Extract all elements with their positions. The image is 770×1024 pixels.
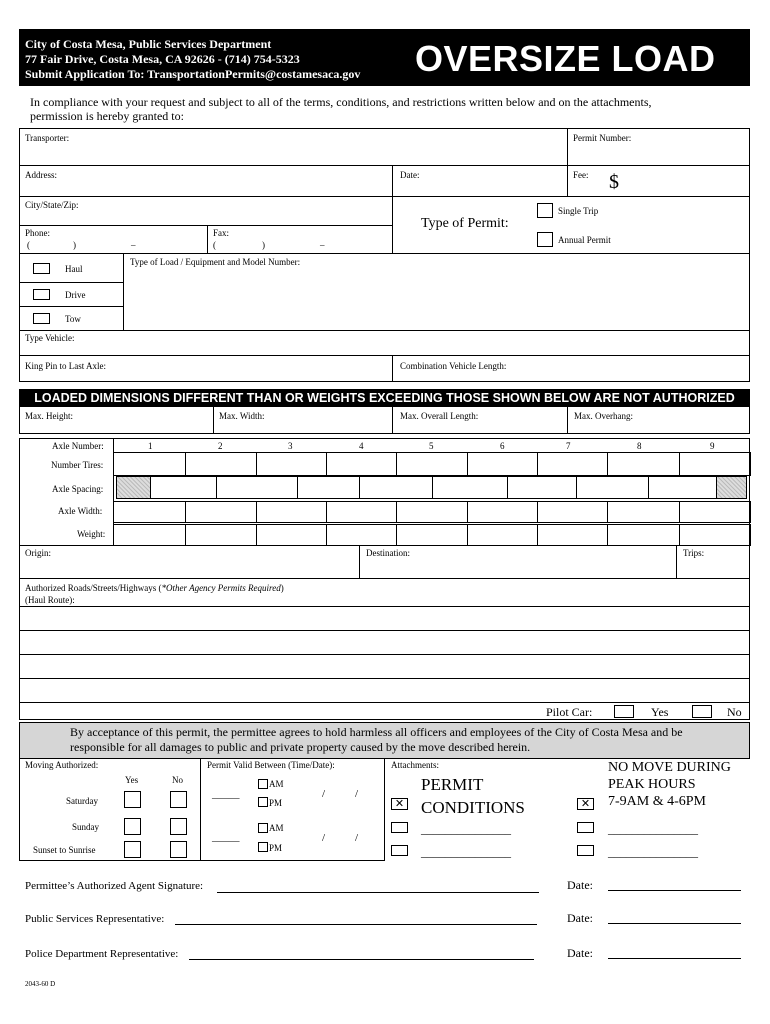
saturday-yes-checkbox[interactable] bbox=[124, 791, 141, 808]
pilot-no-checkbox[interactable] bbox=[692, 705, 712, 718]
single-trip-label: Single Trip bbox=[558, 206, 599, 216]
axle-number-1: 1 bbox=[148, 441, 153, 451]
axle-number-6: 6 bbox=[500, 441, 505, 451]
permit-valid-label: Permit Valid Between (Time/Date): bbox=[207, 760, 335, 770]
date-slash-1a: / bbox=[322, 788, 326, 800]
number-tires-label: Number Tires: bbox=[51, 460, 104, 470]
type-of-load-input[interactable] bbox=[124, 268, 749, 329]
axle-spacing-cell[interactable] bbox=[648, 476, 717, 499]
moving-yes-label: Yes bbox=[125, 775, 139, 785]
sunday-label: Sunday bbox=[72, 822, 99, 832]
pm-label-1: PM bbox=[269, 798, 283, 808]
permit-attachment-line1: PERMIT bbox=[421, 775, 484, 794]
pilot-car-label: Pilot Car: bbox=[546, 705, 593, 719]
axle-spacing-cell[interactable] bbox=[216, 476, 298, 499]
weight-cell[interactable] bbox=[113, 524, 186, 546]
sunset-label: Sunset to Sunrise bbox=[33, 845, 96, 855]
axle-spacing-label: Axle Spacing: bbox=[52, 484, 104, 494]
authorized-roads-label bbox=[25, 583, 284, 593]
type-vehicle-input[interactable] bbox=[80, 332, 748, 354]
axle-number-2: 2 bbox=[218, 441, 223, 451]
weight-cell[interactable] bbox=[607, 524, 680, 546]
max-overhang-input[interactable] bbox=[645, 409, 747, 432]
number-tires-cell[interactable] bbox=[326, 452, 397, 476]
pilot-yes-checkbox[interactable] bbox=[614, 705, 634, 718]
haul-route-line-1[interactable] bbox=[20, 607, 749, 629]
drive-label: Drive bbox=[65, 290, 86, 300]
form-number: 2043-60 D bbox=[25, 980, 56, 988]
destination-label: Destination: bbox=[366, 548, 410, 558]
axle-number-3: 3 bbox=[288, 441, 293, 451]
phone-dash: – bbox=[131, 240, 136, 250]
attachment-checkbox-2[interactable] bbox=[391, 822, 408, 833]
axle-spacing-cell[interactable] bbox=[359, 476, 433, 499]
peak-hours-checkbox[interactable]: ✕ bbox=[577, 798, 594, 810]
type-vehicle-label: Type Vehicle: bbox=[25, 333, 75, 343]
tow-label: Tow bbox=[65, 314, 81, 324]
header-address: 77 Fair Drive, Costa Mesa, CA 92626 - (714) 754-5323 bbox=[25, 52, 300, 66]
origin-input[interactable] bbox=[20, 559, 358, 578]
haul-route-line-2[interactable] bbox=[20, 631, 749, 653]
tow-checkbox[interactable] bbox=[33, 313, 50, 324]
axle-width-cell[interactable] bbox=[607, 501, 680, 523]
king-pin-label: King Pin to Last Axle: bbox=[25, 361, 106, 371]
number-tires-cell[interactable] bbox=[607, 452, 680, 476]
axle-width-cell[interactable] bbox=[326, 501, 397, 523]
max-overall-length-input[interactable] bbox=[490, 409, 564, 432]
axle-number-label: Axle Number: bbox=[52, 441, 104, 451]
agent-signature-label: Permittee’s Authorized Agent Signature: bbox=[25, 880, 204, 892]
transporter-label: Transporter: bbox=[25, 133, 70, 143]
peak-checkbox-3[interactable] bbox=[577, 845, 594, 856]
acceptance-line1: By acceptance of this permit, the permittee agrees to hold harmless all officers and employees of the City of Costa Mesa and be bbox=[70, 725, 683, 739]
axle-width-cell[interactable] bbox=[113, 501, 186, 523]
fax-paren-close: ) bbox=[262, 240, 265, 250]
phone-label: Phone: bbox=[25, 228, 51, 238]
authorized-roads-text: Authorized Roads/Streets/Highways ( bbox=[25, 583, 162, 593]
city-state-zip-label: City/State/Zip: bbox=[25, 200, 79, 210]
police-label: Police Department Representative: bbox=[25, 948, 179, 960]
axle-number-7: 7 bbox=[566, 441, 571, 451]
date-slash-2b: / bbox=[355, 832, 359, 844]
axle-spacing-cell bbox=[716, 476, 747, 499]
trips-input[interactable] bbox=[677, 559, 749, 578]
moving-no-label: No bbox=[172, 775, 183, 785]
axle-spacing-cell bbox=[116, 476, 151, 499]
axle-width-cell[interactable] bbox=[679, 501, 751, 523]
attachment-blank-3[interactable]: _______________ bbox=[421, 845, 511, 859]
weight-cell[interactable] bbox=[326, 524, 397, 546]
type-of-load-label: Type of Load / Equipment and Model Number: bbox=[130, 257, 301, 267]
date-input[interactable] bbox=[393, 181, 566, 195]
max-width-input[interactable] bbox=[275, 409, 389, 432]
city-state-zip-input[interactable] bbox=[20, 210, 391, 224]
no-move-line3: 7-9AM & 4-6PM bbox=[608, 794, 707, 809]
axle-width-cell[interactable] bbox=[185, 501, 257, 523]
valid-time-2[interactable]: _____ bbox=[212, 831, 240, 843]
weight-cell[interactable] bbox=[679, 524, 751, 546]
max-width-label: Max. Width: bbox=[219, 411, 265, 421]
peak-blank-2[interactable]: _______________ bbox=[608, 822, 698, 836]
sunday-no-checkbox[interactable] bbox=[170, 818, 187, 835]
weight-cell[interactable] bbox=[467, 524, 538, 546]
combination-length-label: Combination Vehicle Length: bbox=[400, 361, 507, 371]
date-label: Date: bbox=[400, 170, 420, 180]
weight-cell[interactable] bbox=[537, 524, 608, 546]
header-dept: City of Costa Mesa, Public Services Department bbox=[25, 37, 272, 51]
max-height-label: Max. Height: bbox=[25, 411, 73, 421]
number-tires-cell[interactable] bbox=[185, 452, 257, 476]
haul-label: Haul bbox=[65, 264, 83, 274]
fax-dash: – bbox=[320, 240, 325, 250]
am-checkbox-2[interactable] bbox=[258, 823, 268, 833]
fee-symbol: $ bbox=[609, 171, 619, 193]
weight-cell[interactable] bbox=[256, 524, 327, 546]
date-slash-1b: / bbox=[355, 788, 359, 800]
number-tires-cell[interactable] bbox=[113, 452, 186, 476]
axle-width-label: Axle Width: bbox=[58, 506, 103, 516]
public-services-date-line[interactable] bbox=[608, 923, 741, 924]
am-label-2: AM bbox=[269, 823, 284, 833]
annual-permit-label: Annual Permit bbox=[558, 235, 611, 245]
peak-blank-3[interactable]: _______________ bbox=[608, 845, 698, 859]
haul-route-line-3[interactable] bbox=[20, 655, 749, 677]
pm-checkbox-2[interactable] bbox=[258, 842, 268, 852]
fax-label: Fax: bbox=[213, 228, 230, 238]
annual-permit-checkbox[interactable] bbox=[537, 232, 553, 247]
fee-label: Fee: bbox=[573, 170, 589, 180]
weight-cell[interactable] bbox=[185, 524, 257, 546]
address-label: Address: bbox=[25, 170, 57, 180]
attachments-label: Attachments: bbox=[391, 760, 439, 770]
address-input[interactable] bbox=[20, 181, 391, 195]
pilot-yes-label: Yes bbox=[651, 705, 669, 719]
fax-paren-open: ( bbox=[213, 240, 216, 250]
axle-spacing-cell[interactable] bbox=[576, 476, 649, 499]
no-move-line1: NO MOVE DURING bbox=[608, 760, 731, 775]
haul-route-line-4[interactable] bbox=[20, 679, 749, 701]
axle-spacing-cell[interactable] bbox=[297, 476, 360, 499]
trips-label: Trips: bbox=[683, 548, 705, 558]
agent-date-label: Date: bbox=[567, 878, 593, 892]
weight-cell[interactable] bbox=[396, 524, 468, 546]
am-checkbox-1[interactable] bbox=[258, 779, 268, 789]
authorized-roads-close: ) bbox=[280, 583, 284, 593]
valid-time-1[interactable]: _____ bbox=[212, 788, 240, 800]
drive-checkbox[interactable] bbox=[33, 289, 50, 300]
saturday-no-checkbox[interactable] bbox=[170, 791, 187, 808]
public-services-date-label: Date: bbox=[567, 911, 593, 925]
single-trip-checkbox[interactable] bbox=[537, 203, 553, 218]
origin-label: Origin: bbox=[25, 548, 51, 558]
police-date-label: Date: bbox=[567, 946, 593, 960]
attachment-blank-2[interactable]: _______________ bbox=[421, 822, 511, 836]
axle-width-cell[interactable] bbox=[396, 501, 468, 523]
header-submit: Submit Application To: TransportationPermits@costamesaca.gov bbox=[25, 67, 361, 81]
police-date-line[interactable] bbox=[608, 958, 741, 959]
axle-number-9: 9 bbox=[710, 441, 715, 451]
pm-label-2: PM bbox=[269, 843, 283, 853]
sunset-no-checkbox[interactable] bbox=[170, 841, 187, 858]
agent-date-line[interactable] bbox=[608, 890, 741, 891]
other-agency-note: *Other Agency Permits Required bbox=[161, 583, 281, 593]
page-title: OVERSIZE LOAD bbox=[415, 38, 716, 79]
number-tires-cell[interactable] bbox=[679, 452, 751, 476]
agent-signature-line[interactable] bbox=[217, 892, 539, 893]
moving-authorized-label: Moving Authorized: bbox=[25, 760, 99, 770]
axle-number-4: 4 bbox=[359, 441, 364, 451]
max-overall-length-label: Max. Overall Length: bbox=[400, 411, 479, 421]
axle-width-cell[interactable] bbox=[467, 501, 538, 523]
permit-number-label: Permit Number: bbox=[573, 133, 632, 143]
police-line[interactable] bbox=[189, 959, 534, 960]
public-services-label: Public Services Representative: bbox=[25, 913, 165, 925]
transporter-input[interactable] bbox=[20, 145, 566, 164]
weight-label: Weight: bbox=[77, 529, 106, 539]
number-tires-cell[interactable] bbox=[537, 452, 608, 476]
haul-route-label: (Haul Route): bbox=[25, 595, 75, 605]
axle-number-8: 8 bbox=[637, 441, 642, 451]
saturday-label: Saturday bbox=[66, 796, 98, 806]
intro-line2: permission is hereby granted to: bbox=[30, 109, 184, 123]
phone-input[interactable] bbox=[33, 238, 203, 251]
combination-length-input[interactable] bbox=[525, 358, 747, 380]
attachment-checkbox-3[interactable] bbox=[391, 845, 408, 856]
pm-checkbox-1[interactable] bbox=[258, 797, 268, 807]
axle-number-5: 5 bbox=[429, 441, 434, 451]
no-move-line2: PEAK HOURS bbox=[608, 777, 696, 792]
king-pin-input[interactable] bbox=[130, 358, 390, 380]
peak-checkbox-2[interactable] bbox=[577, 822, 594, 833]
am-label-1: AM bbox=[269, 779, 284, 789]
sunday-yes-checkbox[interactable] bbox=[124, 818, 141, 835]
permit-conditions-checkbox[interactable]: ✕ bbox=[391, 798, 408, 810]
type-of-permit-label: Type of Permit: bbox=[421, 216, 509, 231]
sunset-yes-checkbox[interactable] bbox=[124, 841, 141, 858]
public-services-line[interactable] bbox=[175, 924, 537, 925]
phone-paren-open: ( bbox=[27, 240, 30, 250]
destination-input[interactable] bbox=[360, 559, 675, 578]
axle-width-cell[interactable] bbox=[537, 501, 608, 523]
acceptance-line2: responsible for all damages to public and private property caused by the move described herein. bbox=[70, 740, 531, 754]
intro-line1: In compliance with your request and subject to all of the terms, conditions, and restrictions written below and on the attachments, bbox=[30, 95, 652, 109]
permit-attachment-line2: CONDITIONS bbox=[421, 798, 525, 817]
axle-spacing-cell[interactable] bbox=[432, 476, 508, 499]
axle-spacing-cell[interactable] bbox=[150, 476, 217, 499]
number-tires-cell[interactable] bbox=[256, 452, 327, 476]
permit-number-input[interactable] bbox=[568, 145, 749, 164]
axle-spacing-cell[interactable] bbox=[507, 476, 577, 499]
max-overhang-label: Max. Overhang: bbox=[574, 411, 633, 421]
fax-input[interactable] bbox=[219, 238, 389, 251]
number-tires-cell[interactable] bbox=[467, 452, 538, 476]
number-tires-cell[interactable] bbox=[396, 452, 468, 476]
axle-width-cell[interactable] bbox=[256, 501, 327, 523]
date-slash-2a: / bbox=[322, 832, 326, 844]
pilot-no-label: No bbox=[727, 705, 742, 719]
phone-paren-close: ) bbox=[73, 240, 76, 250]
haul-checkbox[interactable] bbox=[33, 263, 50, 274]
max-height-input[interactable] bbox=[85, 409, 210, 432]
dimensions-banner-text: LOADED DIMENSIONS DIFFERENT THAN OR WEIGHTS EXCEEDING THOSE SHOWN BELOW ARE NOT AUTHORIZED bbox=[34, 391, 735, 405]
